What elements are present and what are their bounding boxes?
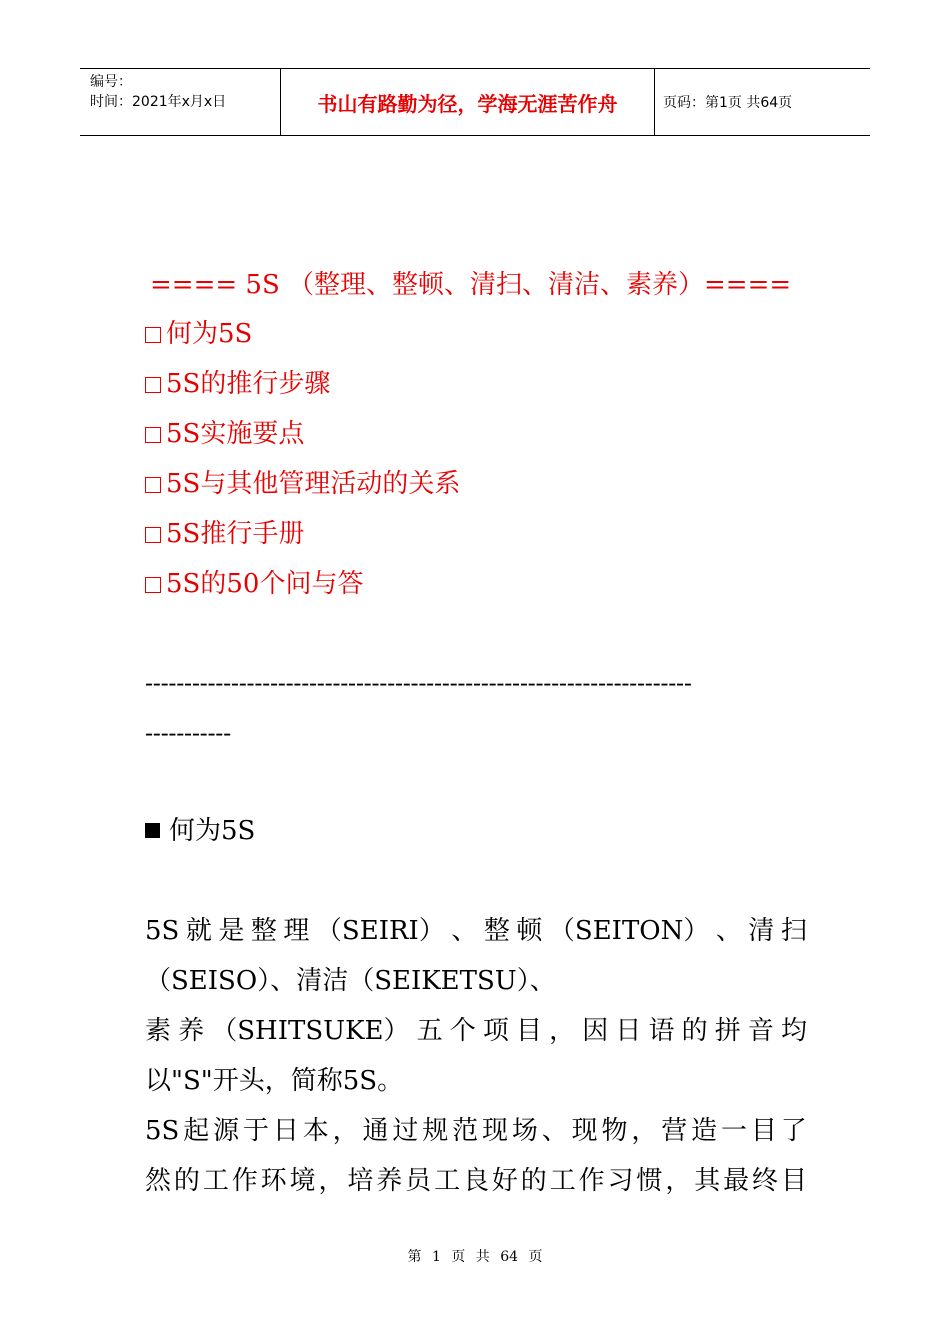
- paragraph-token: 通: [362, 1116, 389, 1146]
- paragraph-token: 目: [515, 1016, 542, 1046]
- paragraph-token: 整: [250, 916, 277, 946]
- page-info: 页码：第1页 共64页: [663, 95, 793, 111]
- paragraph-token: （SHITSUKE）: [211, 1016, 410, 1046]
- paragraph-token: 扫: [780, 916, 807, 946]
- paragraph-token: 清: [748, 916, 775, 946]
- paragraph-token: 好: [491, 1166, 518, 1196]
- paragraph-token: ，: [631, 1116, 658, 1146]
- paragraph-token: 、: [715, 916, 742, 946]
- toc-item[interactable]: 何为5S: [145, 319, 252, 349]
- paragraph-token: （SEITON）: [548, 916, 710, 946]
- paragraph-token: 目: [750, 1116, 777, 1146]
- paragraph-token: 终: [752, 1166, 779, 1196]
- paragraph-token: 、: [451, 916, 478, 946]
- number-label: 编号：: [90, 74, 132, 90]
- paragraph-line: [145, 1116, 807, 1146]
- paragraph-token: 因: [582, 1016, 609, 1046]
- paragraph-token: 场: [511, 1116, 538, 1146]
- paragraph-token: 的: [681, 1016, 708, 1046]
- paragraph-token: （SEIRI）: [315, 916, 445, 946]
- paragraph-token: 最: [723, 1166, 750, 1196]
- paragraph-line: [145, 916, 807, 946]
- paragraph-token: 理: [283, 916, 310, 946]
- paragraph-token: 项: [482, 1016, 509, 1046]
- paragraph-line: （SEISO）、清洁（SEIKETSU）、: [145, 966, 556, 996]
- paragraph-token: 个: [449, 1016, 476, 1046]
- toc-item[interactable]: 5S的推行步骤: [145, 369, 330, 399]
- paragraph-token: 境: [289, 1166, 316, 1196]
- paragraph-token: 均: [780, 1016, 807, 1046]
- paragraph-token: 拼: [714, 1016, 741, 1046]
- paragraph-token: 良: [462, 1166, 489, 1196]
- paragraph-token: ，: [332, 1116, 359, 1146]
- paragraph-token: 现: [571, 1116, 598, 1146]
- page-footer: 第 1 页 共 64 页: [407, 1249, 543, 1265]
- paragraph-token: 作: [231, 1166, 258, 1196]
- paragraph-token: 规: [422, 1116, 449, 1146]
- paragraph-token: 是: [218, 916, 245, 946]
- paragraph-token: 作: [578, 1166, 605, 1196]
- section-heading: 何为5S: [145, 816, 255, 846]
- paragraph-token: 就: [185, 916, 212, 946]
- paragraph-token: 5S: [145, 916, 180, 946]
- paragraph-token: 整: [483, 916, 510, 946]
- toc-item[interactable]: 5S的50个问与答: [145, 569, 363, 599]
- paragraph-token: 的: [520, 1166, 547, 1196]
- paragraph-token: 音: [747, 1016, 774, 1046]
- paragraph-token: 惯: [636, 1166, 663, 1196]
- checkbox-icon: [145, 427, 161, 443]
- checkbox-icon: [145, 327, 161, 343]
- paragraph-token: 日: [272, 1116, 299, 1146]
- paragraph-token: 日: [615, 1016, 642, 1046]
- separator-line: ----------------------------------------------------------------------: [145, 669, 692, 697]
- paragraph-token: 其: [694, 1166, 721, 1196]
- paragraph-token: 的: [173, 1166, 200, 1196]
- paragraph-token: 目: [780, 1166, 807, 1196]
- paragraph-token: 顿: [516, 916, 543, 946]
- checkbox-icon: [145, 477, 161, 493]
- paragraph-token: ，: [665, 1166, 692, 1196]
- paragraph-line: [145, 1016, 807, 1046]
- paragraph-token: 员: [405, 1166, 432, 1196]
- motto-text: 书山有路勤为径，学海无涯苦作舟: [317, 91, 618, 116]
- time-label: 时间：2021年x月x日: [90, 94, 227, 110]
- document-title: ==== 5S （整理、整顿、清扫、清洁、素养）====: [150, 270, 792, 300]
- paragraph-token: 养: [376, 1166, 403, 1196]
- paragraph-token: 现: [481, 1116, 508, 1146]
- header-meta-cell: [80, 69, 281, 135]
- paragraph-token: 习: [607, 1166, 634, 1196]
- paragraph-token: 物: [601, 1116, 628, 1146]
- paragraph-token: 五: [416, 1016, 443, 1046]
- paragraph-token: 工: [549, 1166, 576, 1196]
- paragraph-token: 素: [145, 1016, 172, 1046]
- header-page-cell: [655, 69, 870, 135]
- paragraph-line: [145, 1166, 807, 1196]
- paragraph-token: 、: [541, 1116, 568, 1146]
- toc-item[interactable]: 5S与其他管理活动的关系: [145, 469, 460, 499]
- paragraph-token: 5S: [145, 1116, 180, 1146]
- header-motto-cell: [281, 69, 655, 135]
- paragraph-token: 源: [213, 1116, 240, 1146]
- paragraph-token: 工: [434, 1166, 461, 1196]
- paragraph-token: 过: [392, 1116, 419, 1146]
- paragraph-token: 起: [183, 1116, 210, 1146]
- checkbox-icon: [145, 527, 161, 543]
- paragraph-token: 工: [202, 1166, 229, 1196]
- paragraph-token: 了: [780, 1116, 807, 1146]
- separator-line: -----------: [145, 719, 231, 747]
- page-header: [80, 68, 870, 136]
- paragraph-token: 语: [648, 1016, 675, 1046]
- paragraph-token: 一: [720, 1116, 747, 1146]
- paragraph-line: 以"S"开头，简称5S。: [145, 1066, 404, 1096]
- checkbox-icon: [145, 377, 161, 393]
- paragraph-token: 然: [145, 1166, 172, 1196]
- toc-item[interactable]: 5S实施要点: [145, 419, 304, 449]
- paragraph-token: 本: [302, 1116, 329, 1146]
- paragraph-token: 造: [691, 1116, 718, 1146]
- paragraph-token: 于: [242, 1116, 269, 1146]
- paragraph-token: 环: [260, 1166, 287, 1196]
- paragraph-token: 营: [661, 1116, 688, 1146]
- checkbox-icon: [145, 577, 161, 593]
- toc-item[interactable]: 5S推行手册: [145, 519, 304, 549]
- paragraph-token: 范: [452, 1116, 479, 1146]
- paragraph-token: ，: [549, 1016, 576, 1046]
- paragraph-token: 培: [347, 1166, 374, 1196]
- paragraph-token: 养: [178, 1016, 205, 1046]
- paragraph-token: ，: [318, 1166, 345, 1196]
- bullet-square-icon: [145, 823, 160, 838]
